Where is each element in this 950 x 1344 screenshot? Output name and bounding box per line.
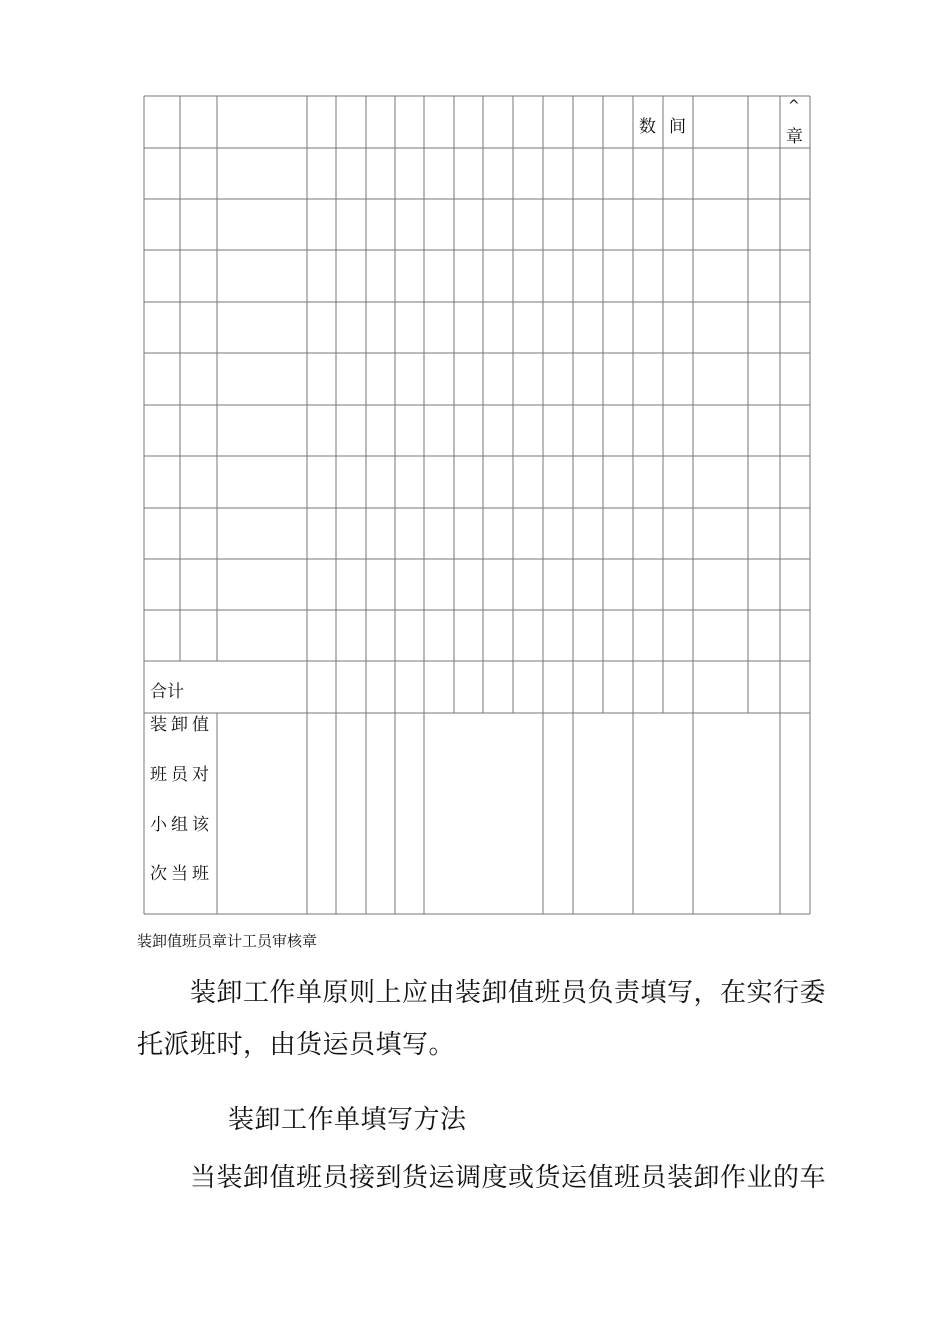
section-heading: 装卸工作单填写方法 xyxy=(228,1105,467,1135)
paragraph-1-line-1: 装卸工作单原则上应由装卸值班员负责填写，在实行委 xyxy=(190,978,827,1008)
paragraph-2-line-1: 当装卸值班员接到货运调度或货运值班员装卸作业的车 xyxy=(190,1163,827,1193)
header-cell-shu: 数 xyxy=(639,117,656,137)
total-row-label: 合计 xyxy=(150,682,184,702)
table-caption: 装卸值班员章计工员审核章 xyxy=(137,932,318,950)
signature-line-3: 小组该 xyxy=(150,815,213,835)
signature-line-1: 装卸值 xyxy=(150,715,213,735)
header-cell-caret: ^ xyxy=(788,98,800,114)
signature-line-4: 次当班 xyxy=(150,864,213,884)
header-cell-jian: 间 xyxy=(669,117,686,137)
signature-line-2: 班员对 xyxy=(150,765,213,785)
paragraph-1-line-2: 托派班时，由货运员填写。 xyxy=(137,1030,456,1060)
header-cell-zhang: 章 xyxy=(786,127,803,147)
